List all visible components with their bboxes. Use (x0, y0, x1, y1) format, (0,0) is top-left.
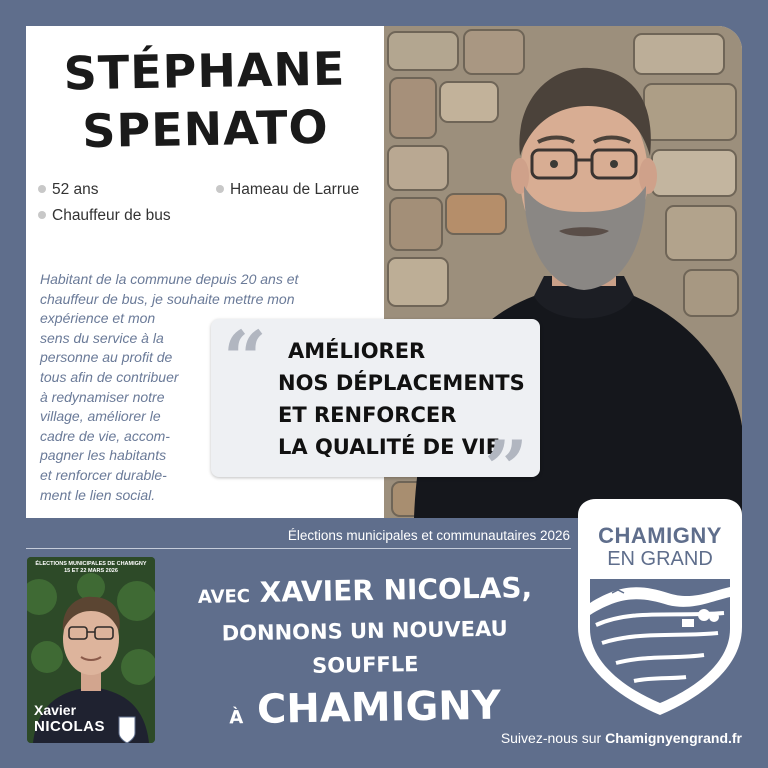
lead-card-header: ÉLECTIONS MUNICIPALES DE CHAMIGNY 15 ET 22 MARS 2026 (35, 561, 147, 574)
bio-line: ment le lien social. (40, 486, 156, 503)
bio-line: et renforcer durable- (40, 466, 167, 483)
bio-line: Habitant de la commune depuis 20 ans et (40, 271, 299, 287)
quote-line: LA QUALITÉ DE VIE (278, 435, 501, 459)
bio-line: chauffeur de bus, je souhaite mettre mon (40, 290, 295, 307)
candidate-last-name: SPENATO (81, 99, 330, 159)
candidate-name (26, 39, 385, 161)
close-quote-icon: ” (484, 424, 528, 513)
quote-line: NOS DÉPLACEMENTS (278, 371, 525, 395)
bio-line: sens du service à la (40, 329, 164, 346)
fact-job: Chauffeur de bus (38, 207, 171, 225)
campaign-logo-badge (572, 497, 748, 717)
slogan-line-1: AVEC XAVIER NICOLAS, (197, 571, 533, 609)
bio-line: personne au profit de (40, 349, 173, 366)
bio-line: cadre de vie, accom- (40, 427, 170, 444)
bio-line: à redynamiser notre (40, 388, 165, 405)
follow-prefix: Suivez-nous sur (500, 730, 602, 746)
open-quote-icon: “ (223, 314, 267, 403)
bio-line: pagner les habitants (40, 447, 167, 464)
fact-age: 52 ans (38, 181, 99, 199)
slogan-line-2: DONNONS UN NOUVEAU SOUFFLE (221, 616, 508, 678)
bio-line: tous afin de contribuer (40, 368, 179, 385)
fact-location: Hameau de Larrue (216, 181, 359, 199)
slogan-line-3: À CHAMIGNY (229, 682, 502, 733)
campaign-slogan (180, 572, 550, 742)
bullet-icon (216, 185, 224, 193)
bio-line: expérience et mon (40, 310, 156, 327)
divider (26, 548, 571, 549)
quote-box (211, 314, 540, 513)
bio-line: village, améliorer le (40, 408, 161, 425)
website-link[interactable]: Chamignyengrand.fr (605, 730, 742, 746)
lead-last-name: NICOLAS (34, 718, 105, 735)
quote-line: AMÉLIORER (288, 339, 426, 363)
candidate-first-name: STÉPHANE (63, 41, 346, 101)
quote-line: ET RENFORCER (278, 403, 457, 427)
follow-us (480, 730, 742, 746)
bullet-icon (38, 211, 46, 219)
bullet-icon (38, 185, 46, 193)
logo-title-line-2: EN GRAND (607, 548, 713, 570)
lead-first-name: Xavier (34, 702, 77, 718)
lead-candidate-card (27, 557, 155, 743)
logo-title-line-1: CHAMIGNY (598, 523, 722, 548)
election-label: Élections municipales et communautaires 2026 (287, 528, 570, 543)
